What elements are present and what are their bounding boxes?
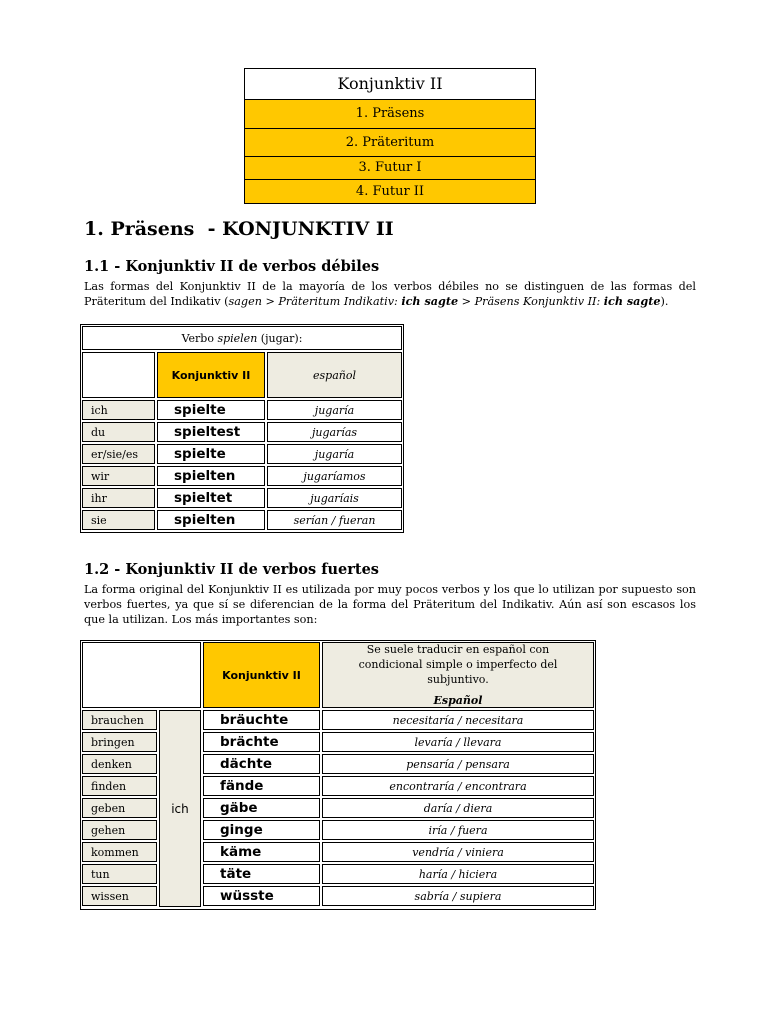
conjugated-verb: käme bbox=[203, 842, 320, 862]
infinitive-cell: gehen bbox=[82, 820, 157, 840]
translation-cell: serían / fueran bbox=[267, 510, 402, 530]
conjugated-verb: spielte bbox=[157, 400, 265, 420]
translation-cell: encontraría / encontrara bbox=[322, 776, 594, 796]
example-1: sagen > Präteritum Indikativ: bbox=[228, 295, 402, 308]
conjugated-verb: spieltest bbox=[157, 422, 265, 442]
translation-cell: sabría / supiera bbox=[322, 886, 594, 906]
table-caption bbox=[82, 326, 402, 350]
translation-cell: jugaríamos bbox=[267, 466, 402, 486]
caption-post: (jugar): bbox=[257, 331, 303, 345]
conjugated-verb: bräuchte bbox=[203, 710, 320, 730]
toc-item-4[interactable]: 4. Futur II bbox=[245, 179, 535, 203]
para-text: Las formas del Konjunktiv II de la mayoría de los verbos débiles no se distinguen de las formas del Präteritum del Indikativ ( bbox=[84, 280, 696, 308]
translation-cell: jugaría bbox=[267, 444, 402, 464]
conjugated-verb: ginge bbox=[203, 820, 320, 840]
header-espanol: Español bbox=[433, 694, 483, 707]
infinitive-cell: wissen bbox=[82, 886, 157, 906]
conjugated-verb: spieltet bbox=[157, 488, 265, 508]
example-2: > Präsens Konjunktiv II: bbox=[458, 295, 604, 308]
infinitive-cell: bringen bbox=[82, 732, 157, 752]
conjugated-verb: fände bbox=[203, 776, 320, 796]
translation-cell: pensaría / pensara bbox=[322, 754, 594, 774]
translation-cell: jugaría bbox=[267, 400, 402, 420]
pronoun-cell: sie bbox=[82, 510, 155, 530]
translation-cell: jugarías bbox=[267, 422, 402, 442]
pronoun-cell: er/sie/es bbox=[82, 444, 155, 464]
conjugated-verb: spielte bbox=[157, 444, 265, 464]
header-konjunktiv: Konjunktiv II bbox=[157, 352, 265, 398]
header-note: Se suele traducir en español con condicional simple o imperfecto del subjuntivo. bbox=[358, 643, 558, 686]
header-konjunktiv: Konjunktiv II bbox=[203, 642, 320, 708]
translation-cell: vendría / viniera bbox=[322, 842, 594, 862]
toc-item-1[interactable]: 1. Präsens bbox=[245, 100, 535, 128]
infinitive-cell: brauchen bbox=[82, 710, 157, 730]
infinitive-cell: denken bbox=[82, 754, 157, 774]
caption-pre: Verbo bbox=[181, 331, 218, 345]
conjugated-verb: dächte bbox=[203, 754, 320, 774]
translation-cell: levaría / llevara bbox=[322, 732, 594, 752]
strong-verb-table bbox=[80, 640, 596, 910]
example-1-bold: ich sagte bbox=[401, 294, 459, 308]
infinitive-cell: tun bbox=[82, 864, 157, 884]
translation-cell: necesitaría / necesitara bbox=[322, 710, 594, 730]
toc-item-2[interactable]: 2. Präteritum bbox=[245, 128, 535, 156]
subsection-1-text bbox=[84, 279, 696, 309]
toc-box bbox=[244, 68, 536, 204]
header-espanol: español bbox=[267, 352, 402, 398]
subsection-2-title: 1.2 - Konjunktiv II de verbos fuertes bbox=[84, 561, 379, 578]
toc-title: Konjunktiv II bbox=[245, 69, 535, 100]
conjugated-verb: brächte bbox=[203, 732, 320, 752]
conjugated-verb: gäbe bbox=[203, 798, 320, 818]
infinitive-cell: geben bbox=[82, 798, 157, 818]
empty-header-cell bbox=[82, 352, 155, 398]
section-title: 1. Präsens - KONJUNKTIV II bbox=[84, 218, 394, 240]
pronoun-cell: ich bbox=[159, 710, 201, 907]
pronoun-cell: ich bbox=[82, 400, 155, 420]
empty-header-cell bbox=[82, 642, 201, 708]
pronoun-cell: wir bbox=[82, 466, 155, 486]
subsection-1-title: 1.1 - Konjunktiv II de verbos débiles bbox=[84, 258, 380, 275]
toc-item-3[interactable]: 3. Futur I bbox=[245, 156, 535, 179]
conjugated-verb: wüsste bbox=[203, 886, 320, 906]
infinitive-cell: finden bbox=[82, 776, 157, 796]
header-note-cell bbox=[322, 642, 594, 708]
pronoun-cell: du bbox=[82, 422, 155, 442]
caption-verb: spielen bbox=[217, 331, 258, 345]
pronoun-cell: ihr bbox=[82, 488, 155, 508]
translation-cell: daría / diera bbox=[322, 798, 594, 818]
para-end: ). bbox=[660, 295, 669, 308]
example-2-bold: ich sagte bbox=[603, 294, 661, 308]
subsection-2-text: La forma original del Konjunktiv II es utilizada por muy pocos verbos y los que lo utilizan por supuesto son verbos fuertes, ya que sí se diferencian de la forma del Präteritum del Indikativ. Aún así son escasos los que la utilizan. Los más importantes son: bbox=[84, 583, 696, 626]
translation-cell: haría / hiciera bbox=[322, 864, 594, 884]
translation-cell: jugaríais bbox=[267, 488, 402, 508]
conjugated-verb: spielten bbox=[157, 510, 265, 530]
conjugated-verb: spielten bbox=[157, 466, 265, 486]
weak-verb-table bbox=[80, 324, 404, 533]
conjugated-verb: täte bbox=[203, 864, 320, 884]
infinitive-cell: kommen bbox=[82, 842, 157, 862]
translation-cell: iría / fuera bbox=[322, 820, 594, 840]
